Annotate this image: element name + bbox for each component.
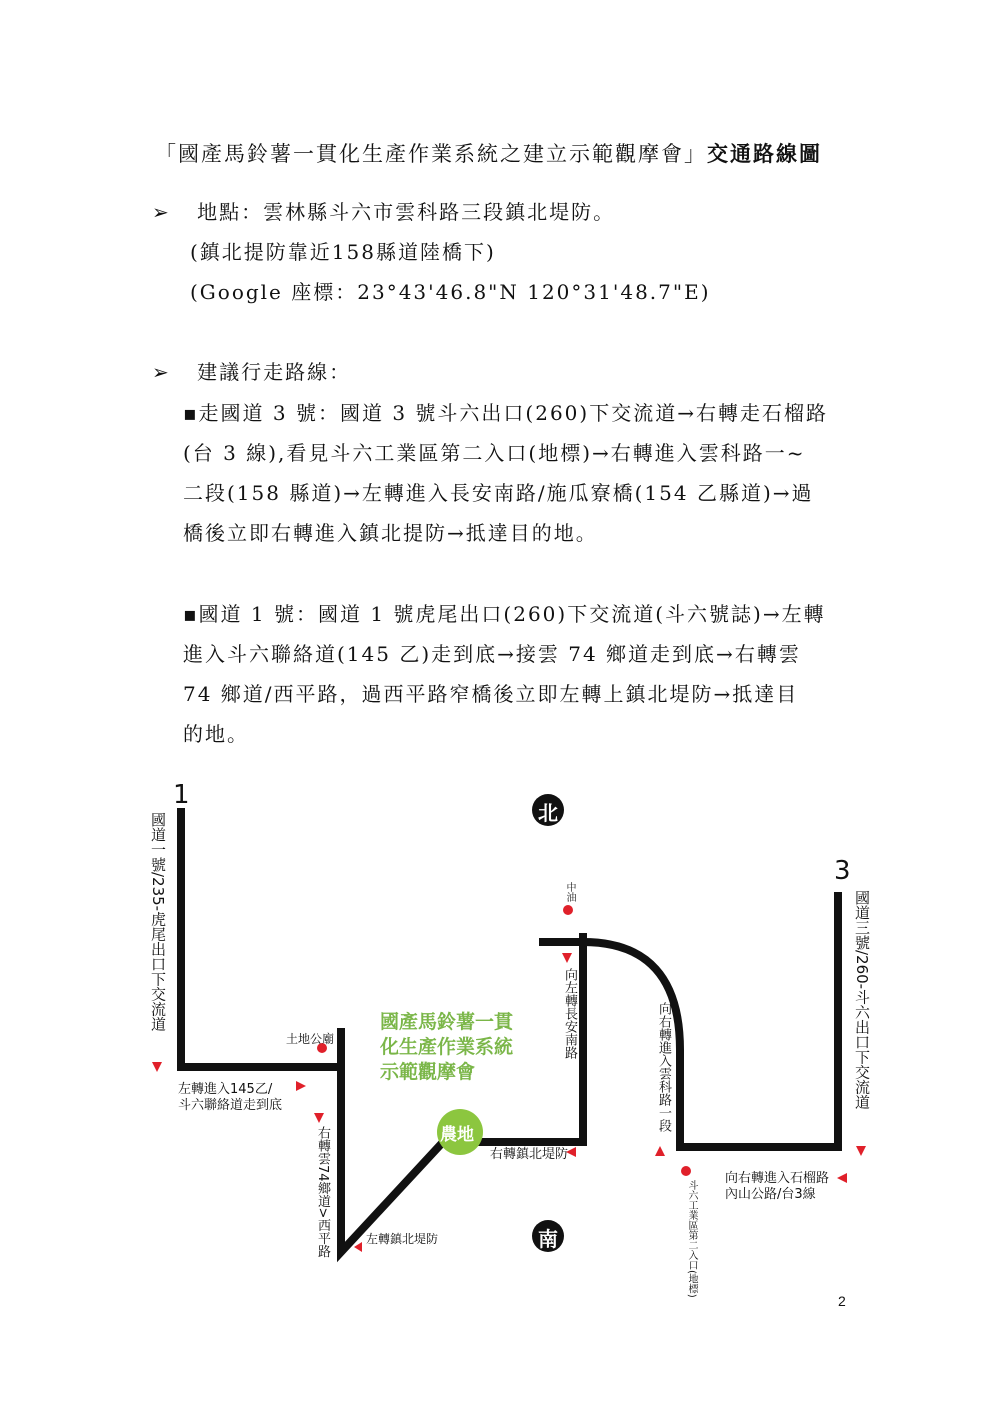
route1-line: 進入斗六聯絡道(145 乙)走到底→接雲 74 鄉道走到底→右轉雲	[183, 642, 801, 666]
cpc-label: 中油	[564, 882, 575, 902]
farm-label: 農地	[440, 1125, 474, 1145]
cpc-marker	[563, 905, 573, 915]
left-dike-label: 左轉鎮北堤防	[366, 1232, 439, 1246]
route3-line: 橋後立即右轉進入鎮北提防→抵達目的地。	[183, 521, 598, 545]
left145-label	[178, 1082, 282, 1114]
route-number-3: 3	[834, 856, 851, 886]
event-line: 國產馬鈴薯一貫	[380, 1011, 514, 1033]
route-heading-label: 建議行走路線：	[197, 360, 352, 384]
highway3-label: 國道三號/260-斗六出口下交流道	[853, 890, 871, 1110]
location-line	[152, 196, 615, 225]
route3-line: ▪走國道 3 號：國道 3 號斗六出口(260)下交流道→右轉走石榴路	[183, 401, 828, 425]
location-note-2: (Google 座標：23°43'46.8"N 120°31'48.7"E)	[190, 280, 711, 304]
left-changan-label: 向左轉長安南路	[562, 968, 577, 1059]
bullet-arrow-icon: ➢	[152, 200, 171, 224]
title-bold-text: 交通路線圖	[707, 142, 822, 166]
route-east	[583, 892, 838, 1147]
north-label: 北	[538, 801, 558, 825]
bullet-arrow-icon: ➢	[152, 360, 171, 384]
event-title	[380, 1010, 513, 1085]
right-shiliu-line: 向右轉進入石榴路	[725, 1171, 830, 1186]
industrial-marker	[681, 1166, 691, 1176]
right-shiliu-line: 內山公路/台3線	[725, 1187, 816, 1202]
industrial-label: 斗六工業區第二入口(地標)	[686, 1180, 697, 1298]
route3-line: 二段(158 縣道)→左轉進入長安南路/施瓜寮橋(154 乙縣道)→過	[183, 481, 814, 505]
title-text: 「國產馬鈴薯一貫化生產作業系統之建立示範觀摩會」	[155, 142, 707, 166]
south-label: 南	[538, 1227, 558, 1251]
right-yunke-label: 向右轉進入雲科路一段	[656, 1002, 671, 1132]
location-note-1: (鎮北提防靠近158縣道陸橋下)	[190, 240, 496, 264]
route1-line: ▪國道 1 號：國道 1 號虎尾出口(260)下交流道(斗六號誌)→左轉	[183, 602, 826, 626]
right-shiliu-label	[725, 1171, 829, 1203]
left145-line: 斗六聯絡道走到底	[178, 1098, 283, 1113]
route1-line: 的地。	[183, 722, 249, 746]
route-number-1: 1	[173, 780, 190, 810]
highway1-label: 國道一號/235-虎尾出口下交流道	[149, 812, 167, 1032]
route-heading	[152, 356, 351, 385]
event-line: 示範觀摩會	[380, 1061, 476, 1083]
location-label: 地點：雲林縣斗六市雲科路三段鎮北堤防。	[197, 200, 616, 224]
temple-label: 土地公廟	[286, 1032, 335, 1046]
right74-label: 右轉雲74鄉道>西平路	[315, 1126, 330, 1258]
left145-line: 左轉進入145乙/	[178, 1082, 273, 1097]
page-number: 2	[838, 1293, 846, 1309]
page-title	[155, 138, 822, 168]
right-dike-label: 右轉鎮北堤防	[490, 1147, 569, 1162]
route3-line: (台 3 線),看見斗六工業區第二入口(地標)→右轉進入雲科路一~	[183, 441, 806, 465]
route1-line: 74 鄉道/西平路，過西平路窄橋後立即左轉上鎮北堤防→抵達目	[183, 682, 799, 706]
event-line: 化生產作業系統	[380, 1036, 514, 1058]
